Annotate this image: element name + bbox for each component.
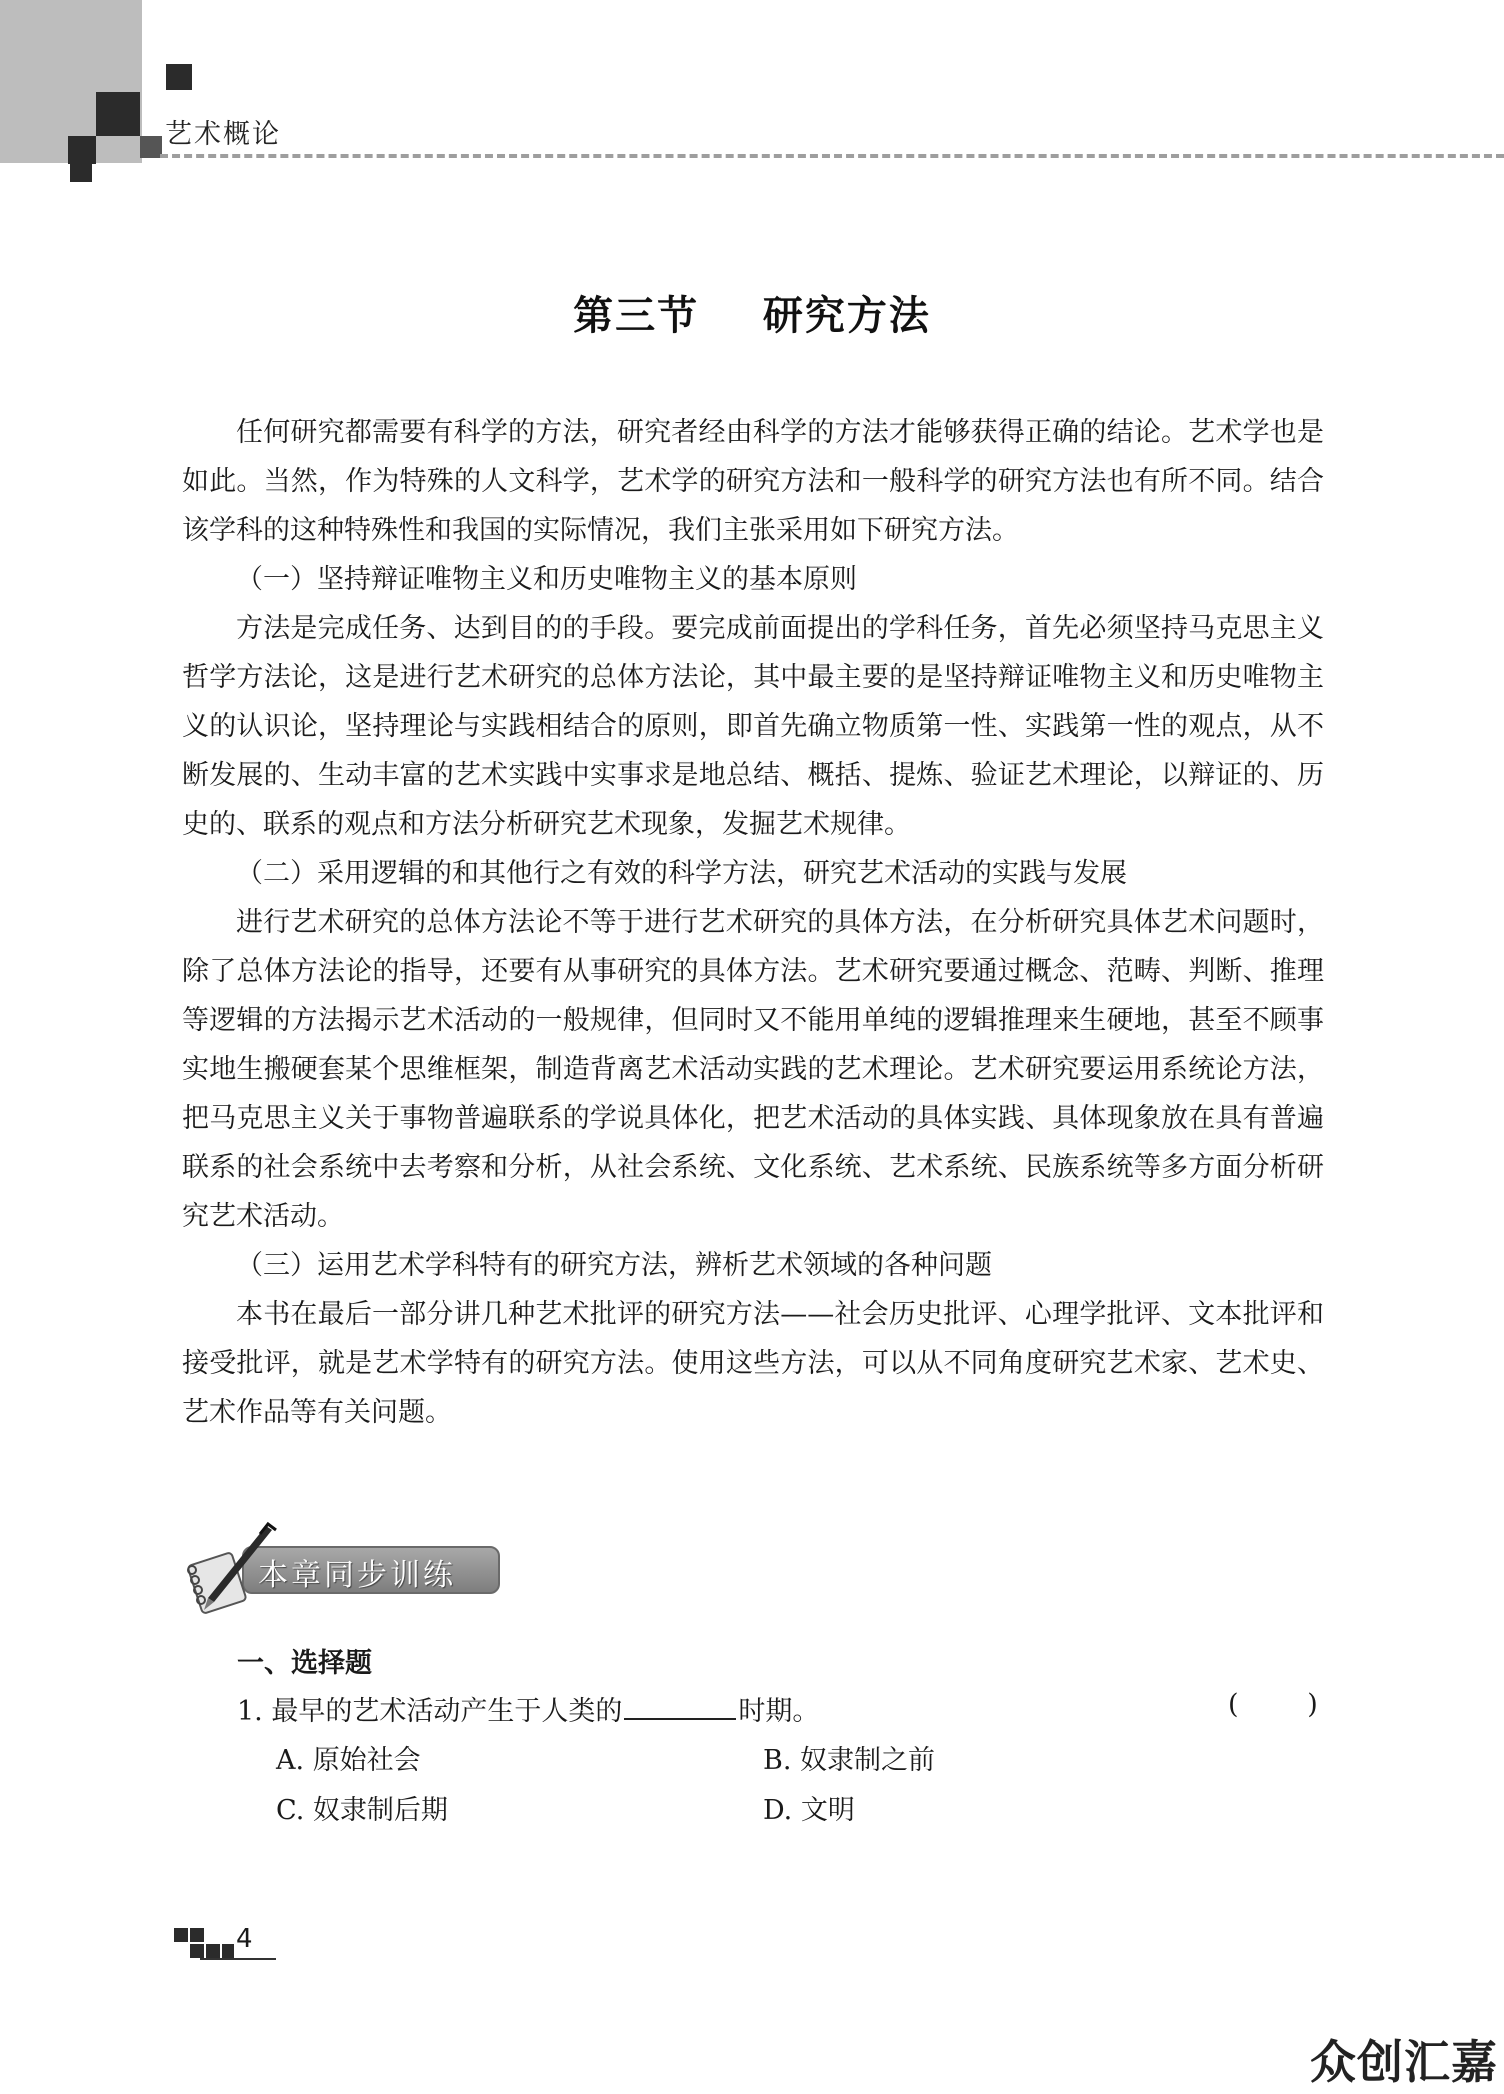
option-letter: A. xyxy=(276,1745,305,1776)
question-text-before: 最早的艺术活动产生于人类的 xyxy=(271,1696,623,1727)
page-number-rule xyxy=(200,1958,276,1960)
option-text: 奴隶制之前 xyxy=(800,1745,936,1776)
option-text: 文明 xyxy=(800,1795,855,1826)
watermark: 众创汇嘉 xyxy=(1310,2035,1498,2089)
footer-square-decor xyxy=(190,1944,204,1958)
footer-square-decor xyxy=(206,1944,220,1958)
running-header-title: 艺术概论 xyxy=(165,119,281,150)
header-square-decor xyxy=(70,164,92,182)
subsection-paragraph-1: 方法是完成任务、达到目的的手段。要完成前面提出的学科任务，首先必须坚持马克思主义哲学方法论，这是进行艺术研究的总体方法论，其中最主要的是坚持辩证唯物主义和历史唯物主义的认识论，坚持理论与实践相结合的原则，即首先确立物质第一性、实践第一性的观点，从不断发展的、生动丰富的艺术实践中实事求是地总结、概括、提炼、验证艺术理论，以辩证的、历史的、联系的观点和方法分析研究艺术现象，发掘艺术规律。 xyxy=(182,613,1324,840)
section-title: 第三节 研究方法 xyxy=(573,292,931,339)
question-number: 1. xyxy=(237,1696,263,1727)
body-text xyxy=(182,408,1324,1437)
exercise-section-title: 一、选择题 xyxy=(237,1648,372,1679)
answer-parentheses: ( ) xyxy=(1228,1689,1318,1720)
header-square-decor xyxy=(140,136,162,158)
intro-paragraph: 任何研究都需要有科学的方法，研究者经由科学的方法才能够获得正确的结论。艺术学也是如此。当然，作为特殊的人文科学，艺术学的研究方法和一般科学的研究方法也有所不同。结合该学科的这种特殊性和我国的实际情况，我们主张采用如下研究方法。 xyxy=(182,417,1324,546)
question-text-after: 时期。 xyxy=(738,1696,820,1727)
header-square-decor xyxy=(96,92,140,136)
header-dashed-rule xyxy=(160,154,1504,158)
subsection-heading-3: （三）运用艺术学科特有的研究方法，辨析艺术领域的各种问题 xyxy=(236,1250,992,1281)
header-square-decor xyxy=(166,64,192,90)
subsection-heading-2: （二）采用逻辑的和其他行之有效的科学方法，研究艺术活动的实践与发展 xyxy=(236,858,1127,889)
footer-square-decor xyxy=(190,1928,204,1942)
subsection-heading-1: （一）坚持辩证唯物主义和历史唯物主义的基本原则 xyxy=(236,564,857,595)
training-banner xyxy=(180,1520,510,1616)
subsection-paragraph-3: 本书在最后一部分讲几种艺术批评的研究方法——社会历史批评、心理学批评、文本批评和接受批评，就是艺术学特有的研究方法。使用这些方法，可以从不同角度研究艺术家、艺术史、艺术作品等有关问题。 xyxy=(182,1299,1324,1428)
option-text: 奴隶制后期 xyxy=(312,1795,448,1826)
banner-label: 本章同步训练 xyxy=(258,1558,456,1593)
answer-blank xyxy=(624,1694,736,1720)
option-d xyxy=(763,1788,855,1827)
subsection-paragraph-2: 进行艺术研究的总体方法论不等于进行艺术研究的具体方法，在分析研究具体艺术问题时，除了总体方法论的指导，还要有从事研究的具体方法。艺术研究要通过概念、范畴、判断、推理等逻辑的方法揭示艺术活动的一般规律，但同时又不能用单纯的逻辑推理来生硬地，甚至不顾事实地生搬硬套某个思维框架，制造背离艺术活动实践的艺术理论。艺术研究要运用系统论方法，把马克思主义关于事物普遍联系的学说具体化，把艺术活动的具体实践、具体现象放在具有普遍联系的社会系统中去考察和分析，从社会系统、文化系统、艺术系统、民族系统等多方面分析研究艺术活动。 xyxy=(182,907,1324,1232)
footer-square-decor xyxy=(222,1944,234,1958)
option-text: 原始社会 xyxy=(312,1745,421,1776)
header-square-decor xyxy=(68,136,96,164)
option-c xyxy=(276,1788,448,1827)
page-number: 4 xyxy=(236,1924,253,1954)
question-1 xyxy=(237,1689,819,1728)
footer-square-decor xyxy=(174,1928,188,1942)
option-letter: B. xyxy=(763,1745,792,1776)
option-letter: D. xyxy=(763,1795,793,1826)
option-a xyxy=(276,1738,421,1777)
option-letter: C. xyxy=(276,1795,305,1826)
option-b xyxy=(763,1738,935,1777)
